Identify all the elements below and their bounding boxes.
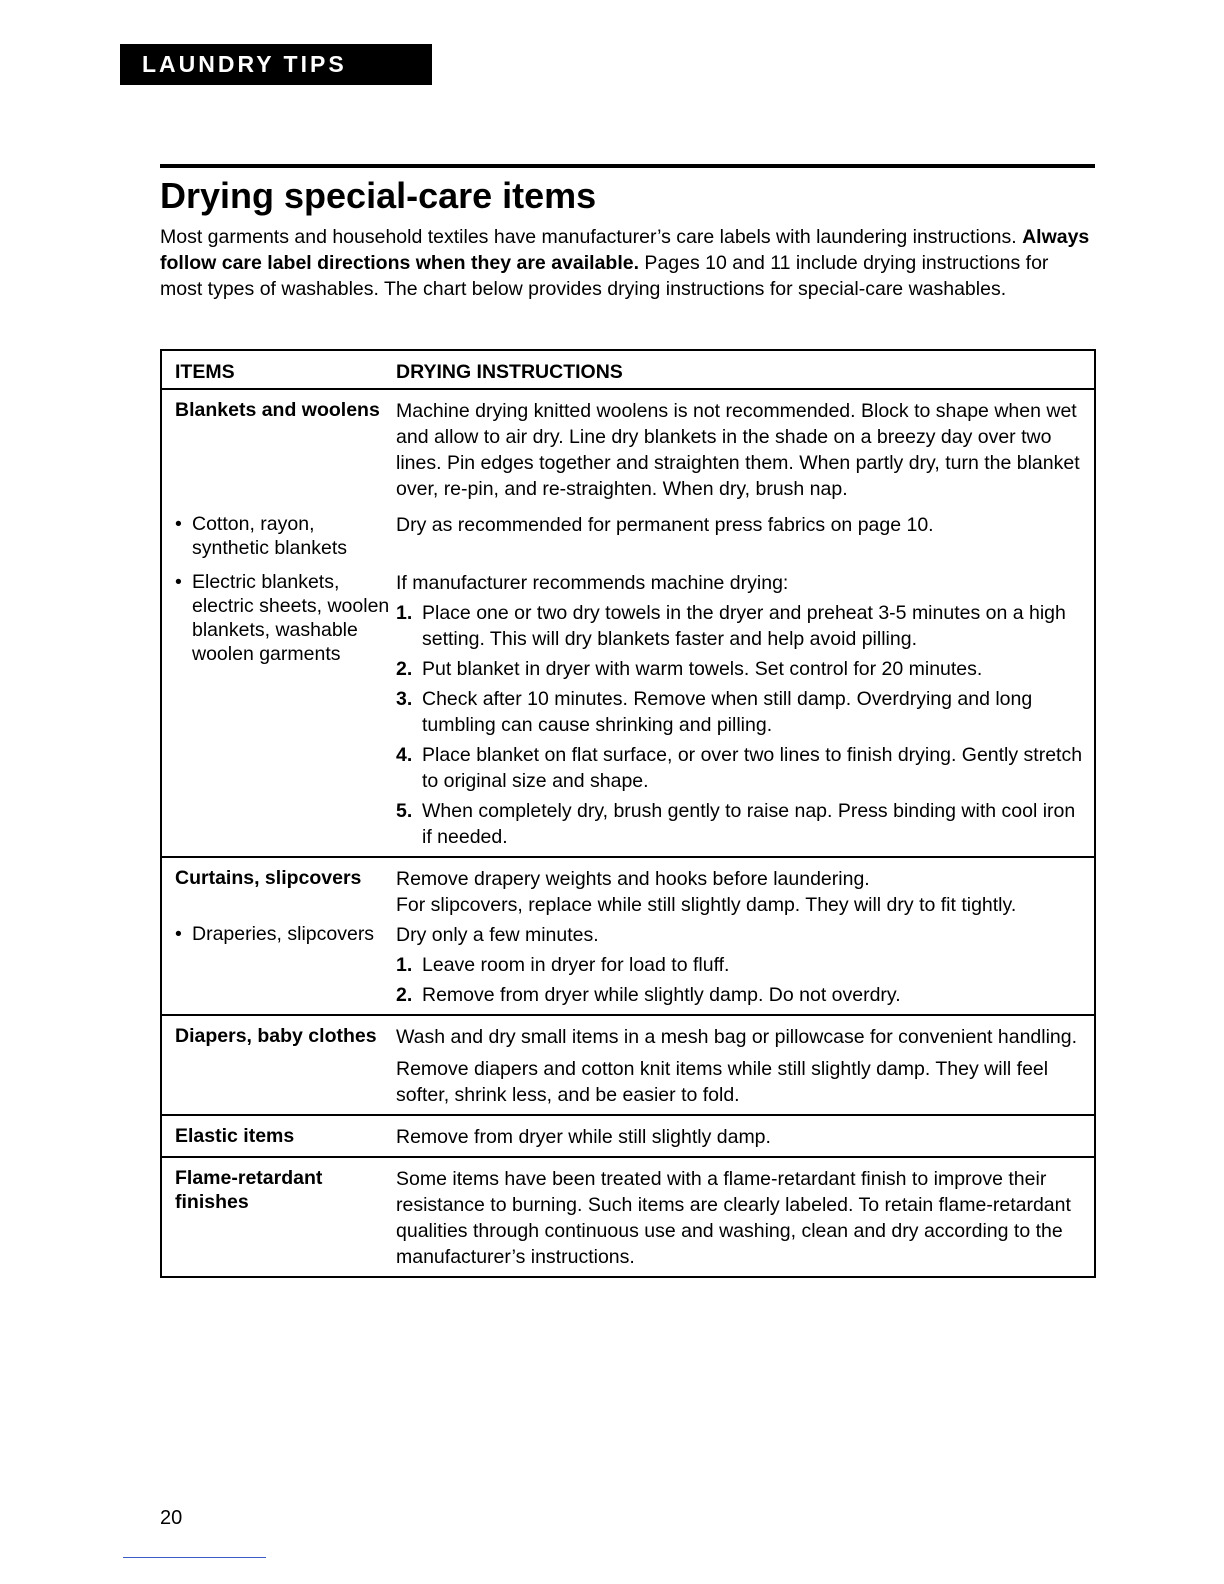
intro-paragraph — [160, 224, 1090, 302]
step-number: 3. — [396, 688, 413, 710]
item-flame: Flame-retardant finishes — [175, 1167, 323, 1213]
instructions-blankets: Machine drying knitted woolens is not recommended. Block to shape when wet and allow to air dry. Line dry blankets in the shade on a breezy day over two lines. Pin edges together and straighten them. When partly dry, turn the blanket over, re-pin, and re-straighten. When dry, brush nap. — [396, 400, 1080, 500]
elastic-main — [162, 1124, 1094, 1150]
table-row-diapers — [162, 1014, 1094, 1114]
step-number: 5. — [396, 800, 413, 822]
step-text: Place one or two dry towels in the dryer and preheat 3-5 minutes on a high setting. This will dry blankets faster and help avoid pilling. — [422, 602, 1066, 650]
item-curtains: Curtains, slipcovers — [175, 867, 362, 889]
item-draperies-label: Draperies, slipcovers — [192, 923, 375, 945]
curtains-text-2: For slipcovers, replace while still slightly damp. They will dry to fit tightly. — [396, 894, 1017, 916]
instructions-elastic: Remove from dryer while still slightly damp. — [396, 1126, 771, 1148]
curtains-sub — [162, 922, 1094, 1008]
diapers-text-1: Wash and dry small items in a mesh bag or pillowcase for convenient handling. — [396, 1026, 1078, 1048]
blankets-main — [162, 398, 1094, 502]
bullet-icon: • — [175, 571, 182, 593]
item-blankets: Blankets and woolens — [175, 399, 380, 421]
step-text: Remove from dryer while slightly damp. Do not overdry. — [422, 984, 901, 1006]
instructions-flame: Some items have been treated with a flame-retardant finish to improve their resistance to burning. Such items are clearly labeled. To retain flame-retardant qualities through continuous use and washing, clean and dry according to the manufacturer’s instructions. — [396, 1168, 1071, 1268]
table-row-elastic — [162, 1114, 1094, 1156]
bullet-icon: • — [175, 923, 182, 945]
instructions-electric-blankets — [396, 570, 1094, 850]
section-tab-label: LAUNDRY TIPS — [142, 51, 347, 77]
step-item — [396, 656, 1086, 682]
diapers-main — [162, 1024, 1094, 1108]
blankets-sub2 — [162, 570, 1094, 850]
step-number: 4. — [396, 744, 413, 766]
item-elastic: Elastic items — [175, 1125, 295, 1147]
item-draperies — [162, 922, 396, 1008]
step-text: Put blanket in dryer with warm towels. Set control for 20 minutes. — [422, 658, 983, 680]
drying-chart-table — [160, 349, 1096, 1278]
intro-bold-text: Always follow care label directions when they are available. — [160, 226, 1090, 274]
section-tab — [120, 44, 432, 85]
step-item — [396, 600, 1086, 652]
table-row-blankets — [162, 388, 1094, 856]
item-cotton-blankets — [162, 512, 396, 560]
step-text: Place blanket on flat surface, or over two lines to finish drying. Gently stretch to original size and shape. — [422, 744, 1083, 792]
table-row-curtains — [162, 856, 1094, 1014]
diapers-text-2: Remove diapers and cotton knit items while still slightly damp. They will feel softer, shrink less, and be easier to fold. — [396, 1058, 1049, 1106]
step-number: 1. — [396, 602, 413, 624]
step-item — [396, 952, 1086, 978]
item-electric-blankets-label: Electric blankets, electric sheets, woolen blankets, washable woolen garments — [192, 571, 390, 665]
step-text: When completely dry, brush gently to raise nap. Press binding with cool iron if needed. — [422, 800, 1076, 848]
header-items: ITEMS — [175, 361, 235, 383]
electric-blankets-intro: If manufacturer recommends machine drying: — [396, 572, 789, 594]
step-item — [396, 982, 1086, 1008]
curtains-main — [162, 866, 1094, 918]
table-row-flame — [162, 1156, 1094, 1276]
blankets-sub1 — [162, 512, 1094, 560]
step-number: 2. — [396, 984, 413, 1006]
instructions-curtains — [396, 866, 1094, 918]
item-diapers: Diapers, baby clothes — [175, 1025, 377, 1047]
instructions-diapers — [396, 1024, 1094, 1108]
instructions-cotton-blankets: Dry as recommended for permanent press fabrics on page 10. — [396, 514, 934, 536]
item-cotton-blankets-label: Cotton, rayon, synthetic blankets — [192, 513, 348, 559]
bullet-icon: • — [175, 513, 182, 535]
step-item — [396, 798, 1086, 850]
title-rule — [160, 164, 1095, 168]
step-item — [396, 686, 1086, 738]
intro-text-1: Most garments and household textiles have manufacturer’s care labels with laundering instructions. — [160, 226, 1023, 248]
instructions-draperies — [396, 922, 1094, 1008]
step-item — [396, 742, 1086, 794]
step-text: Leave room in dryer for load to fluff. — [422, 954, 730, 976]
footer-divider — [123, 1557, 266, 1558]
page-title: Drying special-care items — [160, 175, 597, 216]
draperies-intro: Dry only a few minutes. — [396, 924, 599, 946]
page-number: 20 — [160, 1507, 183, 1529]
step-number: 1. — [396, 954, 413, 976]
curtains-text-1: Remove drapery weights and hooks before laundering. — [396, 868, 870, 890]
step-number: 2. — [396, 658, 413, 680]
intro-text-2: Pages 10 and 11 include drying instructions for most types of washables. The chart below provides drying instructions for special-care washables. — [160, 252, 1049, 300]
item-electric-blankets — [162, 570, 396, 850]
table-header-row — [162, 351, 1094, 388]
header-instructions: DRYING INSTRUCTIONS — [396, 361, 623, 383]
flame-main — [162, 1166, 1094, 1270]
step-text: Check after 10 minutes. Remove when still damp. Overdrying and long tumbling can cause shrinking and pilling. — [422, 688, 1033, 736]
